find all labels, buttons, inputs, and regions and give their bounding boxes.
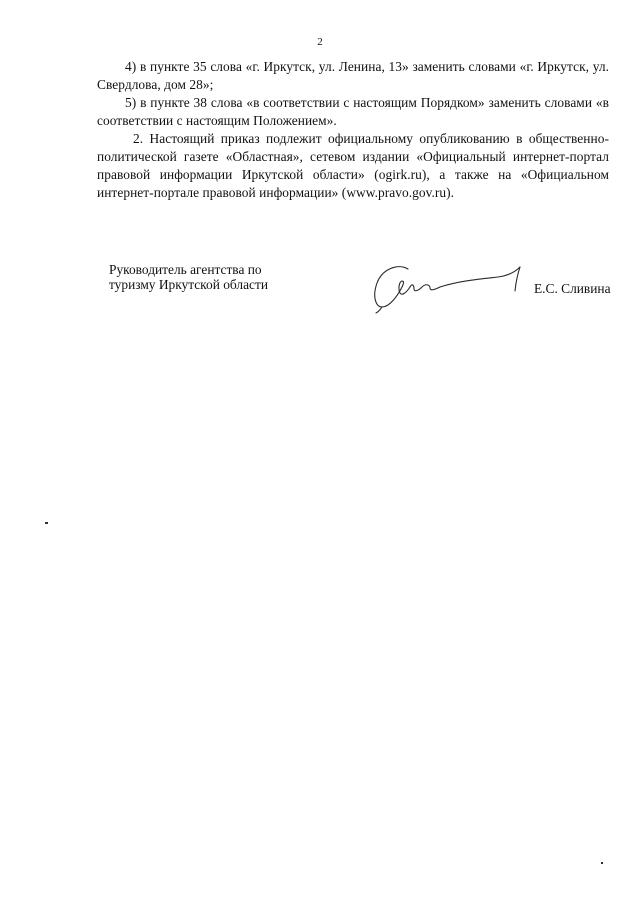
signatory-position [109, 262, 329, 292]
handwritten-signature-icon [368, 255, 538, 315]
signatory-position-line-1: Руководитель агентства по [109, 262, 262, 277]
paragraph-publication: 2. Настоящий приказ подлежит официальному опубликованию в общественно-политической газете «Областная», сетевом издании «Официальный интернет-портал правовой информации Иркутской области» (ogirk.ru), а также на «Официальном интернет-портале правовой информации» (www.pravo.gov.ru). [97, 131, 609, 200]
paragraph-item-4: 4) в пункте 35 слова «г. Иркутск, ул. Ленина, 13» заменить словами «г. Иркутск, ул. Свердлова, дом 28»; [97, 59, 609, 92]
paragraph-item-5: 5) в пункте 38 слова «в соответствии с настоящим Порядком» заменить словами «в соответствии с настоящим Положением». [97, 95, 609, 128]
scan-speck [45, 522, 48, 524]
scan-speck [601, 862, 603, 864]
signer-name: Е.С. Сливина [534, 281, 611, 296]
signatory-position-line-2: туризму Иркутской области [109, 277, 268, 292]
page-number: 2 [317, 36, 323, 48]
document-body [97, 58, 609, 202]
